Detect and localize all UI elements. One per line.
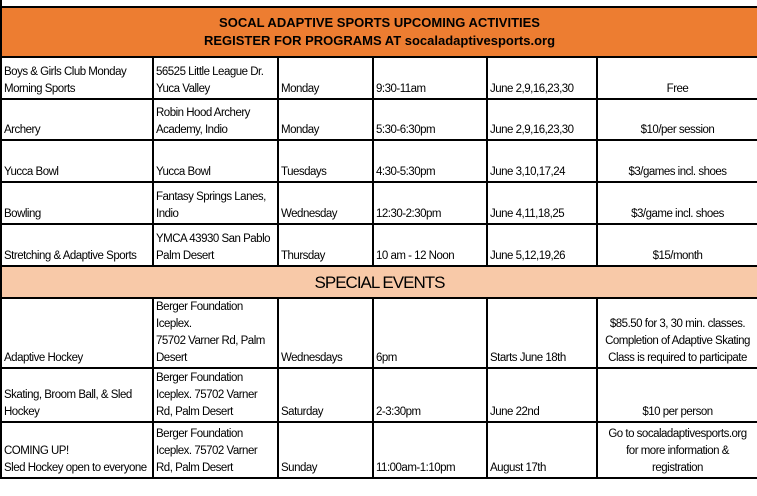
activity-time: 10 am - 12 Noon xyxy=(373,224,487,266)
event-dates: June 22nd xyxy=(487,368,597,422)
activity-dates: June 3,10,17,24 xyxy=(487,140,597,182)
event-day: Saturday xyxy=(278,368,373,422)
activity-day: Tuesdays xyxy=(278,140,373,182)
event-dates: August 17th xyxy=(487,422,597,478)
activity-name: Stretching & Adaptive Sports xyxy=(1,224,153,266)
activity-name: Boys & Girls Club Monday Morning Sports xyxy=(1,57,153,99)
header-title: SOCAL ADAPTIVE SPORTS UPCOMING ACTIVITIES xyxy=(219,15,540,30)
special-event-row xyxy=(1,298,757,368)
header-cell xyxy=(1,7,757,57)
blank-cell xyxy=(1,0,757,7)
event-name: Skating, Broom Ball, & Sled Hockey xyxy=(1,368,153,422)
activity-row xyxy=(1,99,757,140)
event-location: Berger Foundation Iceplex. 75702 Varner Rd, Palm Desert xyxy=(153,422,278,478)
activity-time: 5:30-6:30pm xyxy=(373,99,487,140)
activity-row xyxy=(1,182,757,224)
top-blank-row xyxy=(1,0,757,7)
event-name: Adaptive Hockey xyxy=(1,298,153,368)
activity-dates: June 2,9,16,23,30 xyxy=(487,99,597,140)
special-event-row xyxy=(1,368,757,422)
activity-location: YMCA 43930 San Pablo Palm Desert xyxy=(153,224,278,266)
event-cost: $85.50 for 3, 30 min. classes. Completion of Adaptive Skating Class is required to participate xyxy=(597,298,757,368)
activity-day: Wednesday xyxy=(278,182,373,224)
activity-row xyxy=(1,57,757,99)
header-row xyxy=(1,7,757,57)
event-name: COMING UP! Sled Hockey open to everyone xyxy=(1,422,153,478)
event-location: Berger Foundation Iceplex. 75702 Varner Rd, Palm Desert xyxy=(153,298,278,368)
activity-name: Yucca Bowl xyxy=(1,140,153,182)
activity-time: 4:30-5:30pm xyxy=(373,140,487,182)
event-cost: Go to socaladaptivesports.org for more information & registration xyxy=(597,422,757,478)
activity-row xyxy=(1,224,757,266)
activity-row xyxy=(1,140,757,182)
header-register-line: REGISTER FOR PROGRAMS AT socaladaptivesports.org xyxy=(203,33,556,48)
activity-location: 56525 Little League Dr. Yuca Valley xyxy=(153,57,278,99)
activity-location: Robin Hood Archery Academy, Indio xyxy=(153,99,278,140)
activity-dates: June 2,9,16,23,30 xyxy=(487,57,597,99)
special-events-title: SPECIAL EVENTS xyxy=(1,266,757,298)
activity-cost: $10/per session xyxy=(597,99,757,140)
activity-cost: $3/games incl. shoes xyxy=(597,140,757,182)
special-events-row xyxy=(1,266,757,298)
activity-name: Bowling xyxy=(1,182,153,224)
event-dates: Starts June 18th xyxy=(487,298,597,368)
activity-day: Thursday xyxy=(278,224,373,266)
special-event-row xyxy=(1,422,757,478)
event-time: 2-3:30pm xyxy=(373,368,487,422)
activity-day: Monday xyxy=(278,57,373,99)
activity-cost: $3/game incl. shoes xyxy=(597,182,757,224)
activity-time: 12:30-2:30pm xyxy=(373,182,487,224)
event-time: 6pm xyxy=(373,298,487,368)
event-location: Berger Foundation Iceplex. 75702 Varner Rd, Palm Desert xyxy=(153,368,278,422)
activity-name: Archery xyxy=(1,99,153,140)
event-time: 11:00am-1:10pm xyxy=(373,422,487,478)
activity-location: Yucca Bowl xyxy=(153,140,278,182)
event-cost: $10 per person xyxy=(597,368,757,422)
activity-location: Fantasy Springs Lanes, Indio xyxy=(153,182,278,224)
activity-cost: $15/month xyxy=(597,224,757,266)
activity-dates: June 4,11,18,25 xyxy=(487,182,597,224)
activity-day: Monday xyxy=(278,99,373,140)
activity-time: 9:30-11am xyxy=(373,57,487,99)
activity-dates: June 5,12,19,26 xyxy=(487,224,597,266)
event-day: Wednesdays xyxy=(278,298,373,368)
activity-cost: Free xyxy=(597,57,757,99)
event-day: Sunday xyxy=(278,422,373,478)
